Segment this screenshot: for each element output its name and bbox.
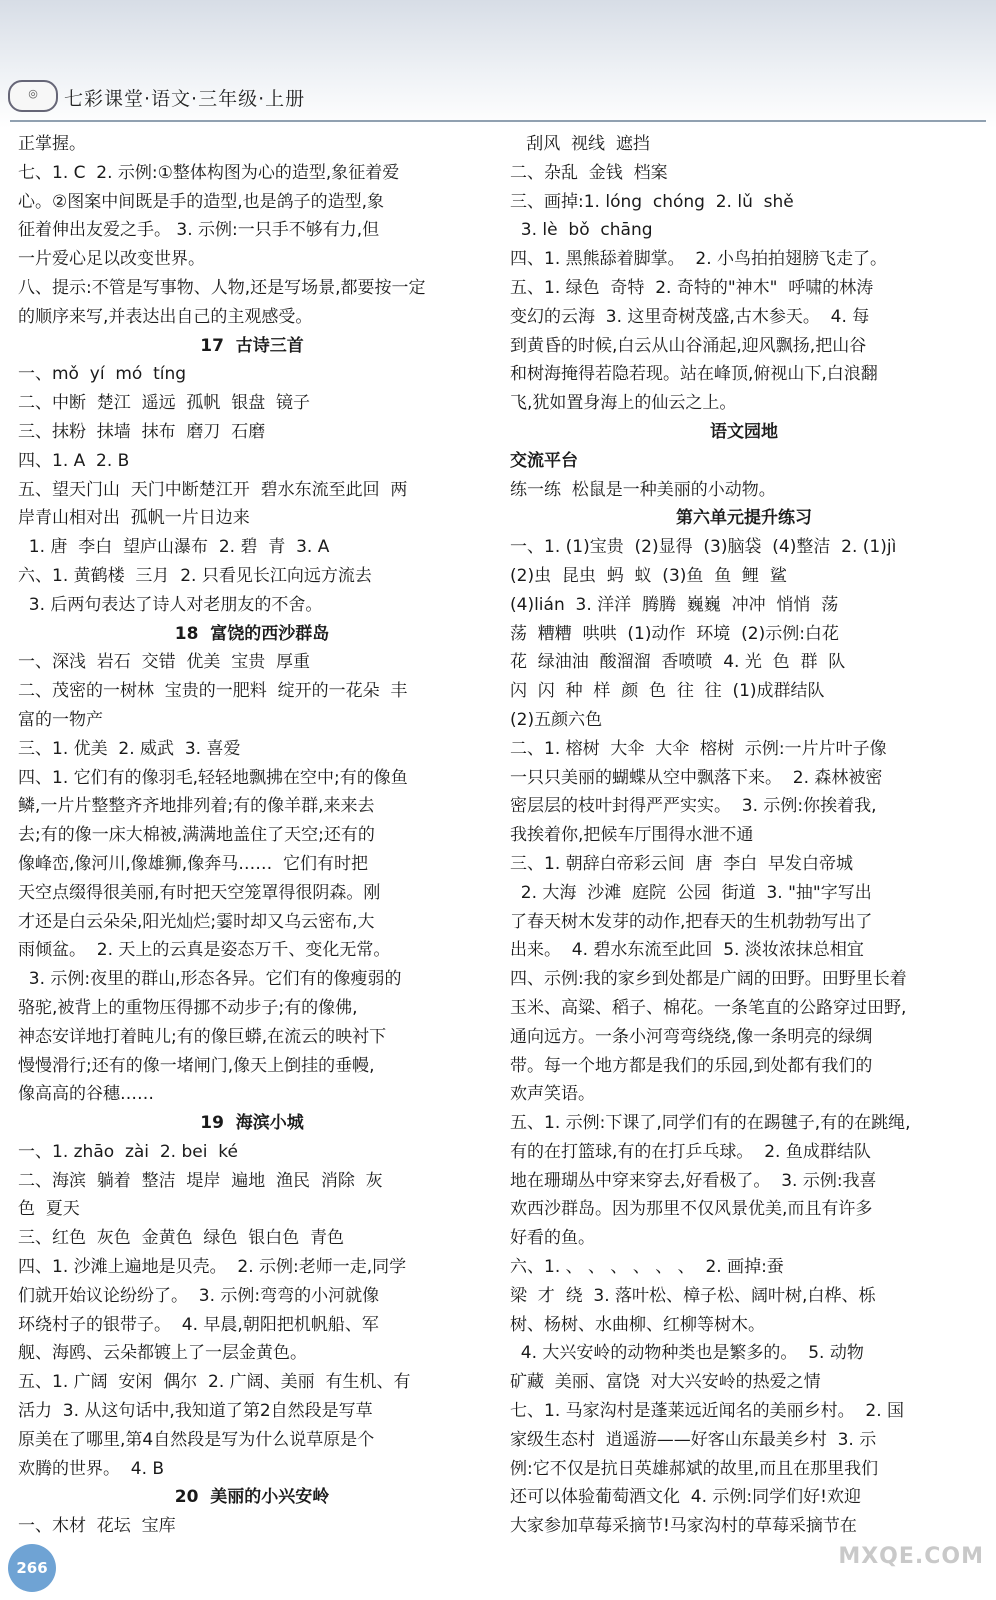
answer-line: 二、茂密的一树林 宝贵的一肥料 绽开的一花朵 丰 — [18, 681, 408, 702]
answer-line: 像峰峦,像河川,像雄狮,像奔马…… 它们有时把 — [18, 853, 369, 874]
answer-line: 4. 大兴安岭的动物种类也是繁多的。 5. 动物 — [510, 1343, 864, 1364]
answer-line: 交流平台 — [510, 450, 578, 471]
answer-line: 雨倾盆。 2. 天上的云真是姿态万千、变化无常。 — [18, 940, 391, 961]
answer-line: 原美在了哪里,第4自然段是写为什么说草原是个 — [18, 1429, 375, 1450]
answer-line: 还可以体验葡萄酒文化 4. 示例:同学们好!欢迎 — [510, 1487, 861, 1508]
answer-line: 七、1. 马家沟村是蓬莱远近闻名的美丽乡村。 2. 国 — [510, 1401, 905, 1422]
answer-line: 环绕村子的银带子。 4. 早晨,朝阳把机帆船、军 — [18, 1314, 379, 1335]
section-title: 第六单元提升练习 — [676, 508, 812, 529]
answer-column-right — [510, 130, 978, 1541]
answer-line: 梁 才 绕 3. 落叶松、樟子松、阔叶树,白桦、栎 — [510, 1285, 876, 1306]
answer-line: 活力 3. 从这句话中,我知道了第2自然段是写草 — [18, 1401, 373, 1422]
answer-line: 四、1. 它们有的像羽毛,轻轻地飘拂在空中;有的像鱼 — [18, 767, 408, 788]
answer-line: 岸青山相对出 孤帆一片日边来 — [18, 508, 250, 529]
answer-line: 三、红色 灰色 金黄色 绿色 银白色 青色 — [18, 1228, 345, 1249]
answer-line: (2)五颜六色 — [510, 709, 603, 730]
answer-line: 八、提示:不管是写事物、人物,还是写场景,都要按一定 — [18, 277, 426, 298]
answer-line: 飞,犹如置身海上的仙云之上。 — [510, 393, 737, 414]
answer-line: 欢腾的世界。 4. B — [18, 1458, 165, 1479]
answer-line: 正掌握。 — [18, 134, 86, 154]
answer-line: 天空点缀得很美丽,有时把天空笼罩得很阴森。刚 — [18, 882, 381, 903]
answer-line: 刮风 视线 遮挡 — [510, 134, 650, 154]
answer-line: 才还是白云朵朵,阳光灿烂;霎时却又乌云密布,大 — [18, 911, 375, 932]
page-header — [0, 0, 996, 128]
answer-line: 六、1. 黄鹤楼 三月 2. 只看见长江向远方流去 — [18, 565, 372, 586]
answer-line: 出来。 4. 碧水东流至此回 5. 淡妆浓抹总相宜 — [510, 940, 864, 961]
answer-line: 四、1. 沙滩上遍地是贝壳。 2. 示例:老师一走,同学 — [18, 1257, 407, 1278]
section-title: 20 美丽的小兴安岭 — [174, 1487, 330, 1508]
answer-line: 家级生态村 逍遥游——好客山东最美乡村 3. 示 — [510, 1429, 877, 1450]
answer-line: 一、mǒ yí mó tíng — [18, 364, 187, 385]
answer-line: 有的在打篮球,有的在打乒乓球。 2. 鱼成群结队 — [510, 1141, 871, 1162]
answer-line: 们就开始议论纷纷了。 3. 示例:弯弯的小河就像 — [18, 1285, 380, 1306]
answer-line: 一、木材 花坛 宝库 — [18, 1516, 176, 1537]
answer-line: 到黄昏的时候,白云从山谷涌起,迎风飘扬,把山谷 — [510, 335, 867, 356]
answer-line: 一、1. (1)宝贵 (2)显得 (3)脑袋 (4)整洁 2. (1)jì — [510, 537, 897, 558]
section-title: 语文园地 — [710, 421, 778, 442]
answer-line: 五、1. 广阔 安闲 偶尔 2. 广阔、美丽 有生机、有 — [18, 1372, 411, 1393]
answer-line: 我挨着你,把候车厅围得水泄不通 — [510, 825, 754, 846]
answer-line: 二、杂乱 金钱 档案 — [510, 162, 668, 183]
answer-line: 3. lè bǒ chāng — [510, 220, 653, 241]
answer-line: 了春天树木发芽的动作,把春天的生机勃勃写出了 — [510, 911, 873, 932]
answer-line: 心。②图案中间既是手的造型,也是鸽子的造型,象 — [18, 191, 385, 212]
book-title: 七彩课堂·语文·三年级·上册 — [64, 88, 306, 110]
answer-line: 地在珊瑚丛中穿来穿去,好看极了。 3. 示例:我喜 — [510, 1170, 877, 1191]
answer-line: 富的一物产 — [18, 709, 103, 730]
answer-line: 一只只美丽的蝴蝶从空中飘落下来。 2. 森林被密 — [510, 767, 883, 788]
header-divider — [10, 120, 986, 122]
answer-line: 闪 闪 种 样 颜 色 往 往 (1)成群结队 — [510, 681, 825, 702]
answer-line: 五、1. 示例:下课了,同学们有的在踢毽子,有的在跳绳, — [510, 1113, 911, 1134]
answer-line: 二、海滨 躺着 整洁 堤岸 遍地 渔民 消除 灰 — [18, 1170, 383, 1191]
section-title: 18 富饶的西沙群岛 — [174, 623, 330, 644]
answer-line: 三、抹粉 抹墙 抹布 磨刀 石磨 — [18, 421, 266, 442]
answer-line: 二、中断 楚江 遥远 孤帆 银盘 镜子 — [18, 393, 311, 414]
site-watermark: MXQE.COM — [838, 1544, 984, 1569]
answer-column-left — [18, 130, 486, 1541]
answer-line: 好看的鱼。 — [510, 1228, 595, 1249]
answer-line: 骆驼,被背上的重物压得挪不动步子;有的像佛, — [18, 997, 358, 1018]
answer-line: (2)虫 昆虫 蚂 蚁 (3)鱼 鱼 鲤 鲨 — [510, 565, 787, 586]
answer-line: 一、深浅 岩石 交错 优美 宝贵 厚重 — [18, 652, 311, 673]
answer-line: 去;有的像一床大棉被,满满地盖住了天空;还有的 — [18, 825, 375, 846]
answer-line: 四、1. A 2. B — [18, 450, 130, 471]
answer-line: 五、1. 绿色 奇特 2. 奇特的"神木" 呼啸的林涛 — [510, 277, 874, 298]
answer-line: 密层层的枝叶封得严严实实。 3. 示例:你挨着我, — [510, 796, 877, 817]
answer-line: 3. 示例:夜里的群山,形态各异。它们有的像瘦弱的 — [18, 969, 402, 990]
answer-line: 一片爱心足以改变世界。 — [18, 249, 205, 270]
answer-line: 三、画掉:1. lóng chóng 2. lǔ shě — [510, 191, 794, 212]
answer-line: 带。每一个地方都是我们的乐园,到处都有我们的 — [510, 1055, 873, 1076]
answer-line: 欢声笑语。 — [510, 1084, 595, 1105]
answer-line: 征着伸出友爱之手。 3. 示例:一只手不够有力,但 — [18, 220, 380, 241]
answer-line: 2. 大海 沙滩 庭院 公园 街道 3. "抽"字写出 — [510, 882, 872, 903]
answer-line: 玉米、高粱、稻子、棉花。一条笔直的公路穿过田野, — [510, 997, 907, 1018]
answer-line: 大家参加草莓采摘节!马家沟村的草莓采摘节在 — [510, 1516, 857, 1537]
answer-line: 鳞,一片片整整齐齐地排列着;有的像羊群,来来去 — [18, 796, 375, 817]
answer-line: 变幻的云海 3. 这里奇树茂盛,古木参天。 4. 每 — [510, 306, 870, 327]
answer-line: 荡 糟糟 哄哄 (1)动作 环境 (2)示例:白花 — [510, 623, 839, 644]
answer-line: 慢慢滑行;还有的像一堵闸门,像天上倒挂的垂幔, — [18, 1055, 375, 1076]
answer-line: 的顺序来写,并表达出自己的主观感受。 — [18, 306, 313, 327]
answer-line: 四、1. 黑熊舔着脚掌。 2. 小鸟拍拍翅膀飞走了。 — [510, 249, 888, 270]
answer-line: 欢西沙群岛。因为那里不仅风景优美,而且有许多 — [510, 1199, 873, 1220]
answer-line: 通向远方。一条小河弯弯绕绕,像一条明亮的绿绸 — [510, 1026, 873, 1047]
answer-line: 一、1. zhāo zài 2. bei ké — [18, 1141, 238, 1162]
answer-line: 七、1. C 2. 示例:①整体构图为心的造型,象征着爱 — [18, 162, 400, 183]
answer-line: 神态安详地打着盹儿;有的像巨蟒,在流云的映衬下 — [18, 1026, 387, 1047]
answer-line: 3. 后两句表达了诗人对老朋友的不舍。 — [18, 594, 323, 615]
answer-line: 三、1. 朝辞白帝彩云间 唐 李白 早发白帝城 — [510, 853, 854, 874]
section-title: 19 海滨小城 — [200, 1113, 304, 1134]
answer-line: 练一练 松鼠是一种美丽的小动物。 — [510, 479, 776, 500]
answer-line: (4)lián 3. 洋洋 腾腾 巍巍 冲冲 悄悄 荡 — [510, 594, 839, 615]
answer-line: 四、示例:我的家乡到处都是广阔的田野。田野里长着 — [510, 969, 907, 990]
answer-line: 舰、海鸥、云朵都镀上了一层金黄色。 — [18, 1343, 307, 1364]
section-title: 17 古诗三首 — [200, 335, 304, 356]
answer-line: 花 绿油油 酸溜溜 香喷喷 4. 光 色 群 队 — [510, 652, 846, 673]
answer-line: 六、1. 、 、 、 、 、 、 2. 画掉:蚕 — [510, 1257, 784, 1278]
answer-line: 1. 唐 李白 望庐山瀑布 2. 碧 青 3. A — [18, 537, 330, 558]
answer-line: 三、1. 优美 2. 威武 3. 喜爱 — [18, 738, 241, 759]
answer-line: 例:它不仅是抗日英雄郝斌的故里,而且在那里我们 — [510, 1458, 879, 1479]
answer-line: 五、望天门山 天门中断楚江开 碧水东流至此回 两 — [18, 479, 408, 500]
page-number: 266 — [8, 1544, 56, 1592]
answer-line: 和树海掩得若隐若现。站在峰顶,俯视山下,白浪翻 — [510, 364, 878, 385]
book-logo-icon: ◎ — [8, 80, 58, 112]
answer-line: 色 夏天 — [18, 1199, 80, 1220]
answer-line: 树、杨树、水曲柳、红柳等树木。 — [510, 1314, 765, 1335]
answer-line: 矿藏 美丽、富饶 对大兴安岭的热爱之情 — [510, 1372, 821, 1393]
answer-line: 二、1. 榕树 大伞 大伞 榕树 示例:一片片叶子像 — [510, 738, 887, 759]
answer-line: 像高高的谷穗…… — [18, 1084, 154, 1105]
